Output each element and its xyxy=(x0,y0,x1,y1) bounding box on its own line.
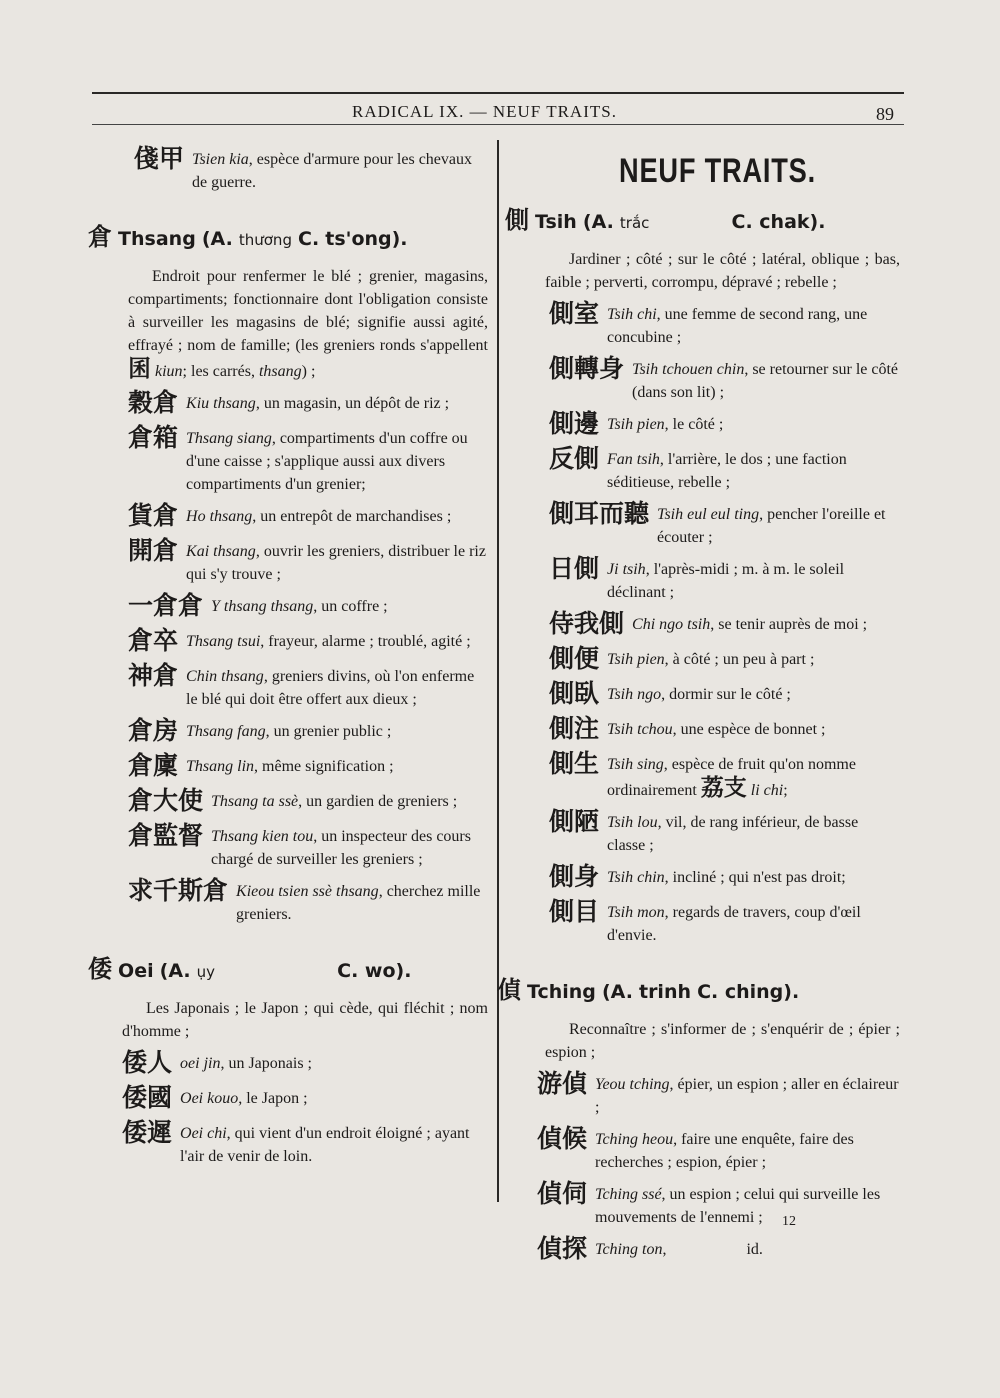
definition-thsang: Endroit pour renfermer le blé ; grenier, magasins, compartiments; fonctionnaire dont l'obligation consiste à surveiller les magasins de blé; signifie aussi agité, effrayé ; nom de famille; (les greniers ronds s'appellent 囷 kiun; les carrés, thsang) ; xyxy=(128,268,488,382)
list-item: 偵探 Tching ton, id. xyxy=(537,1236,763,1264)
list-item: 偵候 Tching heou, faire une enquête, faire des recherches ; espion, épier ; xyxy=(537,1126,854,1172)
list-item: 偵伺 Tching ssé, un espion ; celui qui surveille les mouvements de l'ennemi ; xyxy=(537,1181,881,1227)
right-column xyxy=(497,140,900,1266)
header-title: RADICAL IX. — NEUF TRAITS. xyxy=(352,102,617,121)
column-divider xyxy=(497,140,499,1202)
definition-tching: Reconnaître ; s'informer de ; s'enquérir de ; épier ; espion ; xyxy=(545,1021,900,1062)
list-item: 側目 Tsih mon, regards de travers, coup d'œil d'envie. xyxy=(549,899,861,945)
headword-tsih: 側 Tsih (A. trắc C. chak). xyxy=(505,206,826,234)
list-item: 倉箱 Thsang siang, compartiments d'un coffre ou d'une caisse ; s'applique aussi aux divers compartiments d'un grenier; xyxy=(128,425,468,494)
list-item: 側注 Tsih tchou, une espèce de bonnet ; xyxy=(549,716,826,744)
definition-tsih: Jardiner ; côté ; sur le côté ; latéral, oblique ; bas, faible ; perverti, corrompu, dépravé ; rebelle ; xyxy=(545,251,900,292)
headword-roman: Tsih xyxy=(535,211,577,233)
headword-char: 側 xyxy=(505,206,529,234)
list-item: 側陋 Tsih lou, vil, de rang inférieur, de basse classe ; xyxy=(549,809,859,855)
list-item: 側生 Tsih sing, espèce de fruit qu'on nomme ordinairement 荔支 li chi; xyxy=(549,751,856,801)
signature-mark: 12 xyxy=(782,1214,796,1229)
top-rule xyxy=(92,92,904,94)
headword-tching: 偵 Tching (A. trinh C. ching). xyxy=(497,976,800,1005)
header-rule xyxy=(92,124,904,125)
headword-roman: Oei xyxy=(118,960,154,983)
list-item: 側身 Tsih chin, incliné ; qui n'est pas droit; xyxy=(549,864,846,892)
entry-chars: 俴甲 xyxy=(134,146,185,173)
left-column xyxy=(88,140,488,1170)
list-item: 側轉身 Tsih tchouen chin, se retourner sur le côté (dans son lit) ; xyxy=(549,356,899,402)
headword-char: 倉 xyxy=(88,223,112,251)
list-item: 倉房 Thsang fang, un grenier public ; xyxy=(128,718,392,746)
list-item: 穀倉 Kiu thsang, un magasin, un dépôt de riz ; xyxy=(128,390,450,418)
list-item: 倉大使 Thsang ta ssè, un gardien de greniers ; xyxy=(128,788,458,816)
list-item: 倉卒 Thsang tsui, frayeur, alarme ; troublé, agité ; xyxy=(128,628,471,656)
page-number: 89 xyxy=(876,104,894,124)
list-item: 反側 Fan tsih, l'arrière, le dos ; une faction séditieuse, rebelle ; xyxy=(549,446,847,492)
running-header xyxy=(92,100,904,126)
tsih-entries xyxy=(549,301,900,947)
list-item: 倭人 oei jin, un Japonais ; xyxy=(122,1050,312,1078)
list-item: 游偵 Yeou tching, épier, un espion ; aller en éclaireur ; xyxy=(537,1071,899,1117)
list-item: 侍我側 Chi ngo tsih, se tenir auprès de moi ; xyxy=(549,611,868,639)
headword-roman: Thsang xyxy=(118,228,196,250)
list-item: 側邊 Tsih pien, le côté ; xyxy=(549,411,724,439)
list-item: 側便 Tsih pien, à côté ; un peu à part ; xyxy=(549,646,815,674)
tching-entries xyxy=(537,1071,900,1264)
list-item: 側臥 Tsih ngo, dormir sur le côté ; xyxy=(549,681,791,709)
entry-tsien-kia xyxy=(134,146,488,194)
list-item: 側室 Tsih chi, une femme de second rang, une concubine ; xyxy=(549,301,868,347)
headword-char: 倭 xyxy=(88,955,112,984)
list-item: 倭國 Oei kouo, le Japon ; xyxy=(122,1085,308,1113)
list-item: 神倉 Chin thsang, greniers divins, où l'on enferme le blé qui doit être offert aux dieux ; xyxy=(128,663,475,709)
list-item: 日側 Ji tsih, l'après-midi ; m. à m. le soleil déclinant ; xyxy=(549,556,845,602)
list-item: 側耳而聽 Tsih eul eul ting, pencher l'oreille et écouter ; xyxy=(549,501,886,547)
headword-oei: 倭 Oei (A. ụy C. wo). xyxy=(88,955,412,984)
oei-entries xyxy=(122,1050,488,1168)
list-item: 倉監督 Thsang kien tou, un inspecteur des cours chargé de surveiller les greniers ; xyxy=(128,823,471,869)
entry-text: Tsien kia, espèce d'armure pour les chevaux de guerre. xyxy=(192,151,472,191)
headword-roman: Tching xyxy=(527,981,596,1004)
list-item: 開倉 Kai thsang, ouvrir les greniers, distribuer le riz qui s'y trouve ; xyxy=(128,538,486,584)
list-item: 一倉倉 Y thsang thsang, un coffre ; xyxy=(128,593,388,621)
list-item: 貨倉 Ho thsang, un entrepôt de marchandises ; xyxy=(128,503,452,531)
list-item: 求千斯倉 Kieou tsien ssè thsang, cherchez mille greniers. xyxy=(128,878,481,924)
section-title: NEUF TRAITS. xyxy=(619,152,816,190)
headword-thsang: 倉 Thsang (A. thương C. ts'ong). xyxy=(88,223,408,251)
thsang-entries xyxy=(128,390,488,926)
definition-oei: Les Japonais ; le Japon ; qui cède, qui fléchit ; nom d'homme ; xyxy=(122,1000,488,1041)
list-item: 倭遲 Oei chi, qui vient d'un endroit éloigné ; ayant l'air de venir de loin. xyxy=(122,1120,470,1166)
list-item: 倉廩 Thsang lin, même signification ; xyxy=(128,753,394,781)
headword-char: 偵 xyxy=(497,976,521,1005)
